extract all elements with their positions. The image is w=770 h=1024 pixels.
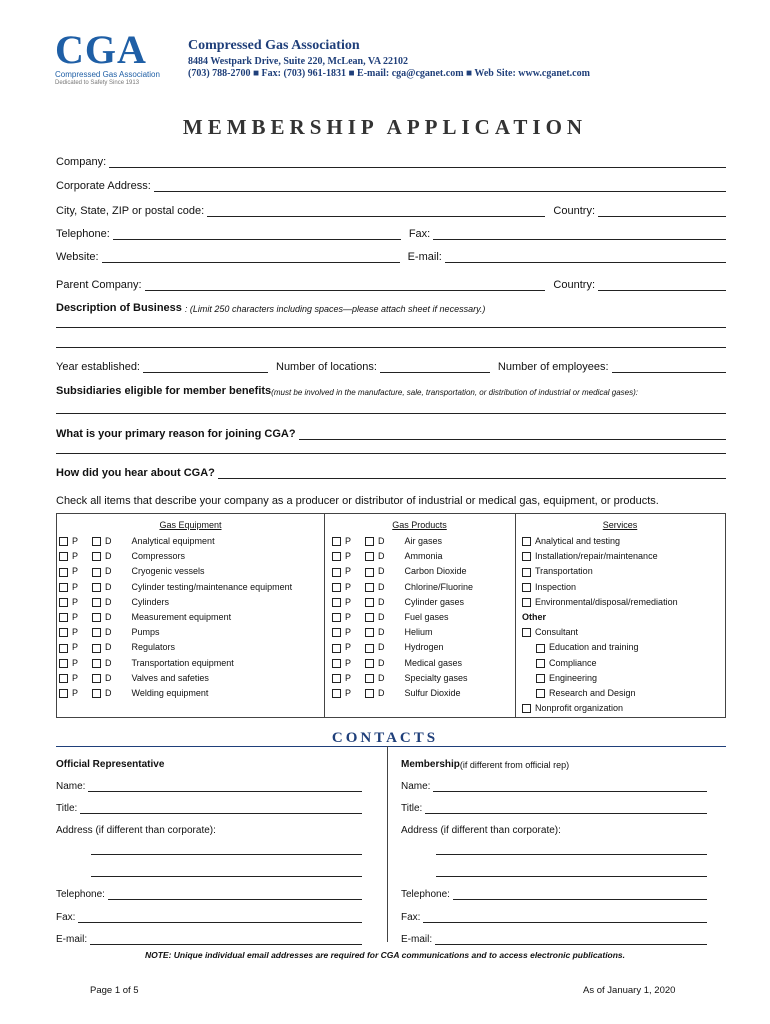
official-rep-name-field[interactable]: [88, 780, 362, 792]
service-checkbox[interactable]: [522, 537, 531, 546]
service-checkbox[interactable]: [536, 659, 545, 668]
gas-products-item: [332, 641, 444, 654]
service-checkbox[interactable]: [522, 628, 531, 637]
service-label: Other: [522, 612, 547, 622]
gas-equipment-item: [59, 581, 292, 594]
membership-telephone-field[interactable]: [453, 888, 707, 900]
contacts-divider: [56, 746, 726, 747]
p-checkbox[interactable]: [59, 537, 68, 546]
d-checkbox[interactable]: [92, 552, 101, 561]
d-label: D: [105, 642, 112, 653]
official-rep-fax-row: [56, 907, 362, 923]
p-checkbox[interactable]: [59, 628, 68, 637]
description-note: : (Limit 250 characters including spaces—please attach sheet if necessary.): [184, 304, 486, 314]
official-rep-heading: [56, 754, 164, 770]
service-label: Engineering: [549, 672, 598, 683]
p-label: P: [345, 581, 352, 592]
org-phone: (703) 788-2700: [188, 68, 251, 79]
company-row: [56, 150, 726, 168]
description-line-1[interactable]: [56, 326, 726, 328]
d-checkbox[interactable]: [365, 613, 374, 622]
gas-products-label: Carbon Dioxide: [404, 566, 467, 577]
d-checkbox[interactable]: [92, 613, 101, 622]
membership-title-field-field[interactable]: [425, 802, 707, 814]
p-checkbox[interactable]: [59, 552, 68, 561]
gas-equipment-item: [59, 657, 234, 670]
membership-fax-label: Fax:: [401, 912, 421, 923]
parent-company-label: Parent Company:: [56, 279, 142, 291]
official-rep-address-line[interactable]: [91, 854, 362, 855]
d-label: D: [378, 688, 385, 698]
d-checkbox[interactable]: [92, 674, 101, 683]
org-email: E-mail: cga@cganet.com: [357, 68, 464, 79]
gas-products-item: [332, 565, 467, 578]
gas-products-item: [332, 626, 433, 639]
num-locations-field[interactable]: [380, 359, 490, 373]
d-label: D: [378, 672, 385, 683]
membership-name-row: [401, 776, 707, 792]
official-rep-address-label: Address (if different than corporate):: [56, 825, 216, 836]
how-heard-label: How did you hear about CGA?: [56, 467, 215, 479]
primary-reason-field[interactable]: [299, 426, 726, 440]
p-label: P: [345, 642, 352, 653]
email-label: E-mail:: [407, 251, 442, 263]
service-checkbox[interactable]: [522, 598, 531, 607]
p-checkbox[interactable]: [332, 598, 341, 607]
membership-telephone-row: [401, 884, 707, 900]
service-label: Environmental/disposal/remediation: [535, 596, 678, 607]
d-label: D: [105, 551, 112, 562]
p-label: P: [72, 672, 79, 683]
org-fax: Fax: (703) 961-1831: [261, 68, 346, 79]
p-label: P: [345, 672, 352, 683]
gas-products-label: Fuel gases: [404, 612, 449, 622]
service-checkbox[interactable]: [522, 704, 531, 713]
official-rep-title-field-label: Title:: [56, 803, 78, 814]
membership-fax-field[interactable]: [423, 911, 707, 923]
services-item: [536, 657, 597, 670]
membership-name-field[interactable]: [433, 780, 707, 792]
bullet-icon: ■: [466, 68, 473, 79]
services-head: Services: [602, 520, 638, 530]
p-checkbox[interactable]: [332, 613, 341, 622]
d-label: D: [105, 536, 112, 546]
country-field[interactable]: [598, 203, 726, 217]
services-item: [522, 626, 578, 639]
gas-equipment-label: Cylinders: [131, 596, 170, 607]
d-checkbox[interactable]: [92, 644, 101, 653]
services-item: [522, 581, 576, 594]
logo-subtitle: Compressed Gas Association: [55, 70, 160, 79]
p-label: P: [345, 657, 352, 668]
gas-equipment-label: Cryogenic vessels: [131, 566, 205, 577]
membership-heading: [401, 754, 569, 770]
official-rep-label: Official Representative: [56, 759, 165, 770]
email-note: NOTE: Unique individual email addresses are required for CGA communications and to access electronic publications.: [144, 950, 626, 960]
service-checkbox[interactable]: [522, 552, 531, 561]
gas-equipment-label: Analytical equipment: [131, 536, 215, 546]
d-label: D: [378, 627, 385, 638]
primary-reason-row: [56, 422, 726, 440]
stats-row: [56, 355, 726, 373]
d-checkbox[interactable]: [92, 689, 101, 698]
gas-equipment-label: Pumps: [131, 627, 160, 638]
d-label: D: [105, 581, 112, 592]
d-checkbox[interactable]: [365, 568, 374, 577]
gas-equipment-item: [59, 641, 175, 654]
p-checkbox[interactable]: [332, 568, 341, 577]
d-label: D: [105, 612, 112, 622]
d-label: D: [105, 627, 112, 638]
service-checkbox[interactable]: [536, 644, 545, 653]
country-label: Country:: [553, 205, 595, 217]
membership-title-field-row: [401, 798, 707, 814]
year-established-field[interactable]: [143, 359, 268, 373]
membership-label: Membership: [401, 759, 460, 770]
gas-equipment-item: [59, 687, 208, 700]
company-label: Company:: [56, 156, 107, 168]
primary-reason-label: What is your primary reason for joining CGA?: [56, 428, 296, 440]
gas-products-label: Cylinder gases: [404, 596, 465, 607]
check-instructions: Check all items that describe your company as a producer or distributor of industrial or medical gas, equipment, or products.: [56, 495, 659, 507]
p-label: P: [345, 627, 352, 638]
p-label: P: [72, 596, 79, 607]
org-contact-line: [188, 68, 590, 79]
p-checkbox[interactable]: [59, 568, 68, 577]
service-label: Installation/repair/maintenance: [535, 551, 658, 562]
p-checkbox[interactable]: [332, 537, 341, 546]
service-label: Inspection: [535, 581, 577, 592]
services-item: [536, 672, 597, 685]
org-website: Web Site: www.cganet.com: [474, 68, 590, 79]
page-title: MEMBERSHIP APPLICATION: [182, 115, 588, 139]
d-checkbox[interactable]: [92, 568, 101, 577]
official-rep-email-label: E-mail:: [56, 934, 88, 945]
org-address: 8484 Westpark Drive, Suite 220, McLean, VA 22102: [188, 56, 409, 67]
d-label: D: [105, 596, 112, 607]
how-heard-field[interactable]: [218, 465, 726, 479]
p-label: P: [72, 642, 79, 653]
p-checkbox[interactable]: [332, 689, 341, 698]
p-label: P: [72, 627, 79, 638]
corporate-address-label: Corporate Address:: [56, 180, 151, 192]
service-label: Education and training: [549, 642, 639, 653]
gas-products-label: Sulfur Dioxide: [404, 688, 461, 698]
d-checkbox[interactable]: [365, 659, 374, 668]
p-label: P: [345, 596, 352, 607]
corporate-address-row: [56, 174, 726, 192]
primary-reason-line-2[interactable]: [56, 452, 726, 454]
official-rep-title-field-row: [56, 798, 362, 814]
p-checkbox[interactable]: [59, 598, 68, 607]
year-established-label: Year established:: [56, 361, 140, 373]
p-label: P: [345, 566, 352, 577]
telephone-field[interactable]: [113, 226, 401, 240]
subsidiaries-line[interactable]: [56, 412, 726, 414]
gas-products-label: Chlorine/Fluorine: [404, 581, 474, 592]
d-label: D: [105, 657, 112, 668]
official-rep-fax-field[interactable]: [78, 911, 362, 923]
parent-company-row: [56, 273, 726, 291]
service-label: Consultant: [535, 627, 579, 638]
gas-products-item: [332, 596, 464, 609]
d-checkbox[interactable]: [365, 689, 374, 698]
official-rep-name-label: Name:: [56, 781, 86, 792]
fax-field[interactable]: [433, 226, 726, 240]
p-checkbox[interactable]: [59, 583, 68, 592]
p-checkbox[interactable]: [332, 674, 341, 683]
website-field[interactable]: [102, 249, 400, 263]
gas-products-item: [332, 672, 468, 685]
d-checkbox[interactable]: [92, 628, 101, 637]
p-label: P: [72, 536, 79, 546]
services-item: [522, 550, 658, 563]
d-checkbox[interactable]: [365, 583, 374, 592]
official-rep-address-line[interactable]: [91, 876, 362, 877]
column-divider: [324, 514, 325, 717]
country2-field[interactable]: [598, 277, 726, 291]
gas-equipment-head: Gas Equipment: [159, 520, 222, 530]
p-label: P: [72, 657, 79, 668]
d-checkbox[interactable]: [92, 598, 101, 607]
services-item: [522, 565, 593, 578]
page-number: Page 1 of 5: [90, 985, 139, 996]
gas-products-item: [332, 535, 442, 548]
gas-products-item: [332, 581, 473, 594]
org-name: Compressed Gas Association: [188, 38, 360, 53]
service-checkbox[interactable]: [522, 583, 531, 592]
cga-logo: [55, 27, 165, 92]
p-checkbox[interactable]: [332, 628, 341, 637]
gas-products-label: Air gases: [404, 536, 443, 546]
d-checkbox[interactable]: [92, 659, 101, 668]
contacts-column-divider: [387, 746, 388, 942]
website-row: [56, 245, 726, 263]
service-label: Analytical and testing: [535, 536, 621, 546]
d-label: D: [105, 566, 112, 577]
d-label: D: [378, 596, 385, 607]
num-employees-field[interactable]: [612, 359, 726, 373]
service-label: Research and Design: [549, 688, 636, 698]
official-rep-fax-label: Fax:: [56, 912, 76, 923]
membership-address-line[interactable]: [436, 876, 707, 877]
subsidiaries-note: (must be involved in the manufacture, sale, transportation, or distribution of industrial or medical gases):: [271, 388, 639, 397]
company-field[interactable]: [109, 154, 726, 168]
gas-products-label: Medical gases: [404, 657, 463, 668]
d-checkbox[interactable]: [365, 552, 374, 561]
parent-company-field[interactable]: [145, 277, 546, 291]
description-label: Description of Business: [56, 302, 182, 314]
p-checkbox[interactable]: [332, 552, 341, 561]
d-checkbox[interactable]: [365, 537, 374, 546]
p-label: P: [345, 688, 352, 698]
p-checkbox[interactable]: [332, 644, 341, 653]
p-checkbox[interactable]: [59, 659, 68, 668]
p-label: P: [72, 566, 79, 577]
p-label: P: [72, 612, 79, 622]
service-label: Transportation: [535, 566, 593, 577]
gas-equipment-label: Measurement equipment: [131, 612, 232, 622]
official-rep-email-row: [56, 929, 362, 945]
city-row: [56, 199, 726, 217]
gas-equipment-label: Welding equipment: [131, 688, 209, 698]
d-checkbox[interactable]: [365, 598, 374, 607]
d-label: D: [378, 566, 385, 577]
membership-title-field-label: Title:: [401, 803, 423, 814]
services-item: [536, 641, 639, 654]
p-checkbox[interactable]: [59, 613, 68, 622]
service-checkbox[interactable]: [522, 568, 531, 577]
p-checkbox[interactable]: [332, 583, 341, 592]
gas-equipment-item: [59, 550, 185, 563]
corporate-address-field[interactable]: [154, 178, 726, 192]
num-locations-label: Number of locations:: [276, 361, 377, 373]
d-label: D: [378, 657, 385, 668]
d-label: D: [378, 581, 385, 592]
service-label: Compliance: [549, 657, 597, 668]
services-item: [522, 611, 546, 624]
gas-equipment-label: Cylinder testing/maintenance equipment: [131, 581, 293, 592]
subsidiaries-row: [56, 379, 726, 397]
d-checkbox[interactable]: [92, 537, 101, 546]
gas-equipment-label: Regulators: [131, 642, 176, 653]
as-of-date: As of January 1, 2020: [583, 985, 676, 996]
gas-products-label: Hydrogen: [404, 642, 444, 653]
telephone-label: Telephone:: [56, 228, 110, 240]
p-label: P: [345, 612, 352, 622]
gas-equipment-label: Transportation equipment: [131, 657, 234, 668]
bullet-icon: ■: [253, 68, 260, 79]
check-instructions-row: [56, 489, 726, 507]
column-divider: [515, 514, 516, 717]
fax-label: Fax:: [408, 228, 431, 240]
gas-products-item: [332, 550, 443, 563]
membership-address-label: Address (if different than corporate):: [401, 825, 561, 836]
country2-label: Country:: [553, 279, 595, 291]
official-rep-telephone-row: [56, 884, 362, 900]
d-label: D: [105, 672, 112, 683]
logo-tagline: Dedicated to Safety Since 1913: [55, 80, 140, 86]
service-checkbox[interactable]: [536, 689, 545, 698]
subsidiaries-label: Subsidiaries eligible for member benefits: [56, 385, 272, 397]
gas-equipment-item: [59, 565, 205, 578]
official-rep-telephone-field[interactable]: [108, 888, 362, 900]
membership-email-label: E-mail:: [401, 934, 433, 945]
d-checkbox[interactable]: [365, 644, 374, 653]
membership-note: (if different from official rep): [459, 760, 570, 770]
contacts-title: CONTACTS: [331, 730, 439, 746]
d-checkbox[interactable]: [92, 583, 101, 592]
description-line-2[interactable]: [56, 346, 726, 348]
d-label: D: [378, 551, 385, 562]
services-item: [522, 702, 623, 715]
services-item: [522, 596, 678, 609]
official-rep-name-row: [56, 776, 362, 792]
gas-products-label: Specialty gases: [404, 672, 468, 683]
p-checkbox[interactable]: [59, 674, 68, 683]
d-checkbox[interactable]: [365, 674, 374, 683]
num-employees-label: Number of employees:: [497, 361, 609, 373]
service-checkbox[interactable]: [536, 674, 545, 683]
gas-products-item: [332, 657, 462, 670]
p-checkbox[interactable]: [59, 644, 68, 653]
telephone-row: [56, 222, 726, 240]
email-field[interactable]: [445, 249, 726, 263]
official-rep-email-field[interactable]: [90, 933, 362, 945]
membership-telephone-label: Telephone:: [401, 889, 450, 900]
d-label: D: [378, 612, 385, 622]
how-heard-row: [56, 461, 726, 479]
city-field[interactable]: [207, 203, 545, 217]
gas-equipment-item: [59, 596, 169, 609]
d-label: D: [378, 642, 385, 653]
p-label: P: [345, 536, 352, 546]
p-label: P: [345, 551, 352, 562]
p-checkbox[interactable]: [332, 659, 341, 668]
gas-products-item: [332, 687, 461, 700]
gas-equipment-item: [59, 626, 160, 639]
p-label: P: [72, 551, 79, 562]
gas-equipment-item: [59, 672, 209, 685]
p-label: P: [72, 688, 79, 698]
official-rep-title-field-field[interactable]: [80, 802, 362, 814]
gas-products-label: Ammonia: [404, 551, 443, 562]
gas-products-item: [332, 611, 449, 624]
logo-text: CGA: [55, 27, 147, 72]
membership-name-label: Name:: [401, 781, 431, 792]
p-label: P: [72, 581, 79, 592]
checklist-table: [56, 513, 726, 718]
city-label: City, State, ZIP or postal code:: [56, 205, 205, 217]
d-checkbox[interactable]: [365, 628, 374, 637]
membership-address-line[interactable]: [436, 854, 707, 855]
gas-equipment-item: [59, 611, 231, 624]
gas-equipment-label: Compressors: [131, 551, 186, 562]
d-label: D: [105, 688, 112, 698]
membership-email-row: [401, 929, 707, 945]
p-checkbox[interactable]: [59, 689, 68, 698]
gas-equipment-label: Valves and safeties: [131, 672, 209, 683]
description-row: [56, 296, 726, 314]
gas-products-label: Helium: [404, 627, 433, 638]
gas-products-head: Gas Products: [392, 520, 447, 530]
membership-fax-row: [401, 907, 707, 923]
gas-equipment-item: [59, 535, 215, 548]
official-rep-telephone-label: Telephone:: [56, 889, 105, 900]
services-item: [522, 535, 620, 548]
d-label: D: [378, 536, 385, 546]
services-item: [536, 687, 636, 700]
website-label: Website:: [56, 251, 99, 263]
membership-email-field[interactable]: [435, 933, 707, 945]
service-label: Nonprofit organization: [535, 703, 624, 714]
bullet-icon: ■: [348, 68, 355, 79]
